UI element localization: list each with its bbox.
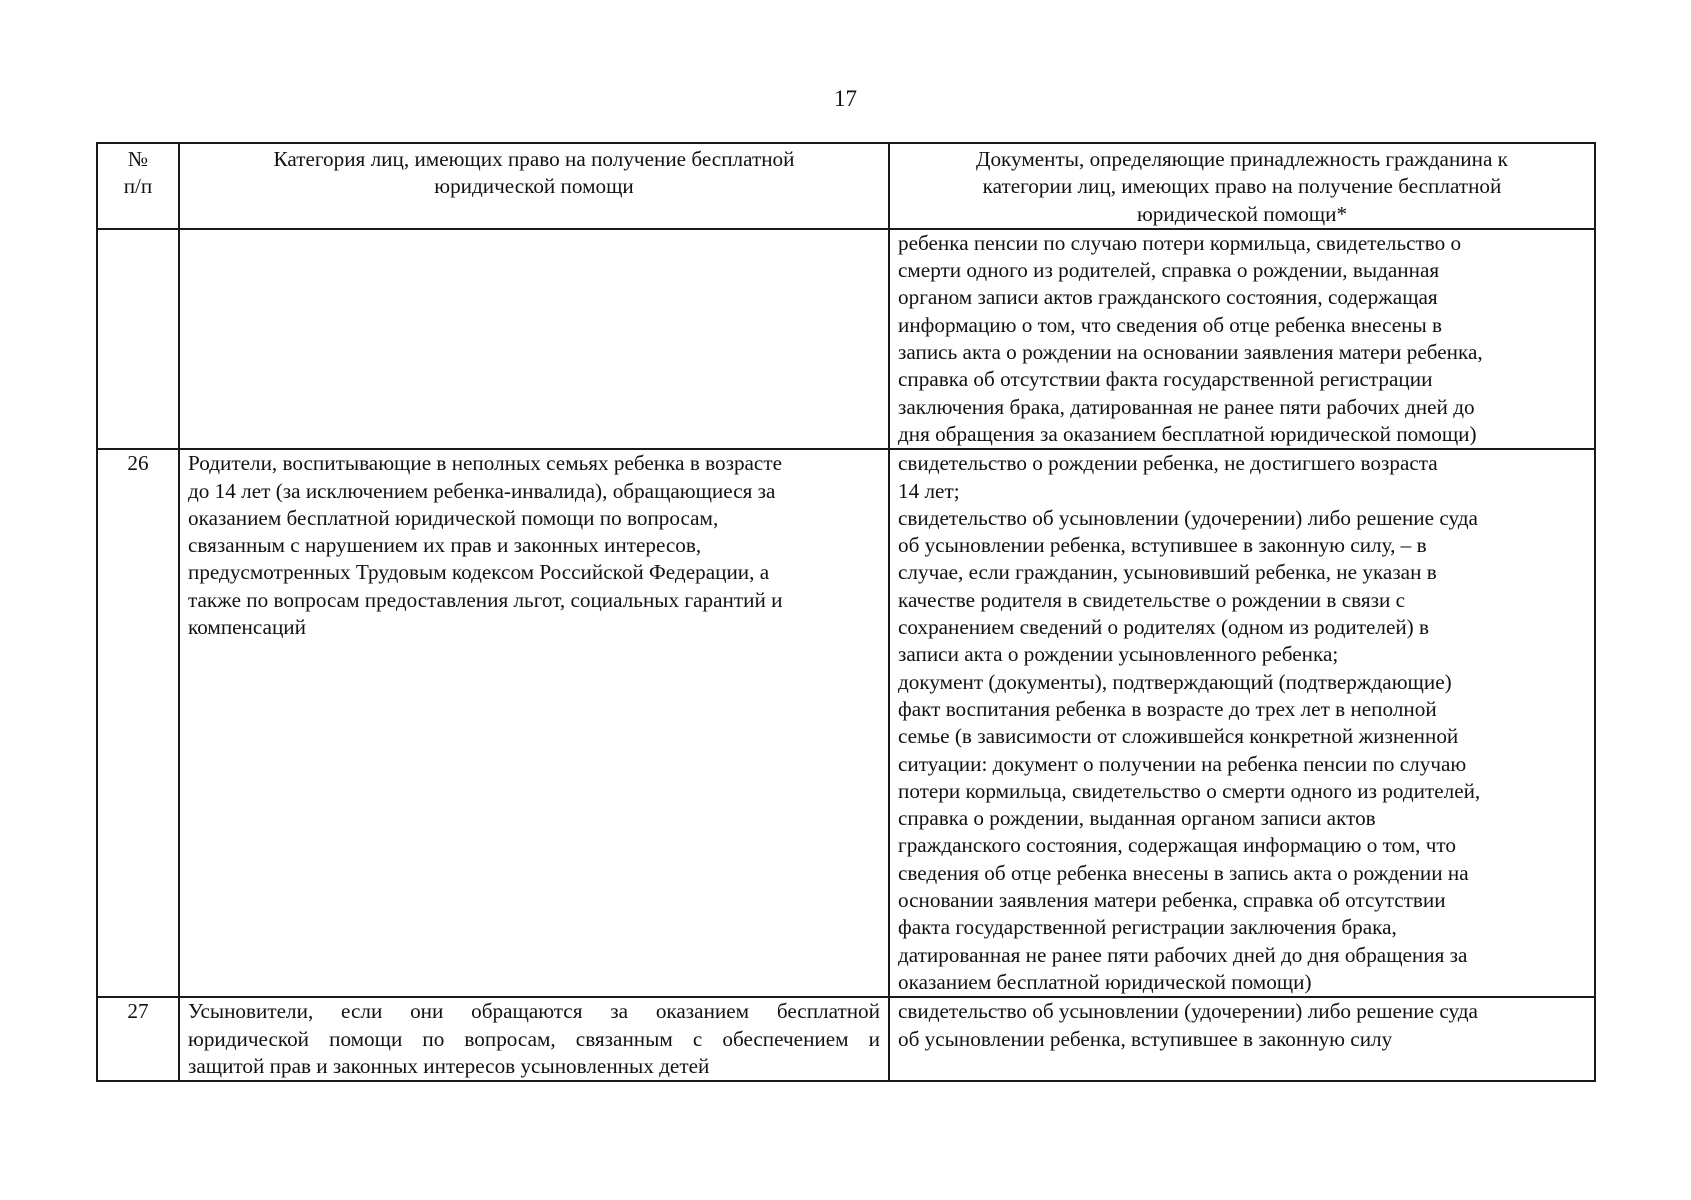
category-line: защитой прав и законных интересов усыновленных детей [188,1053,710,1078]
header-category [179,143,889,229]
documents-line: справка о рождении, выданная органом записи актов [898,806,1376,831]
header-documents-line: Документы, определяющие принадлежность гражданина к [976,147,1508,171]
row-number-cell: 27 [97,997,179,1081]
header-number-line: п/п [123,174,153,199]
category-line: также по вопросам предоставления льгот, социальных гарантий и [188,587,783,612]
category-line: предусмотренных Трудовым кодексом Российской Федерации, а [188,560,770,585]
header-category-line: юридической помощи [434,174,634,199]
documents-line: органом записи актов гражданского состояния, содержащая [898,285,1438,310]
documents-line: заключения брака, датированная не ранее пяти рабочих дней до [898,394,1475,419]
documents-line: оказанием бесплатной юридической помощи) [898,969,1312,994]
category-line: Усыновители, если они обращаются за оказанием бесплатной [188,999,880,1024]
header-documents-line: юридической помощи* [1136,201,1348,226]
documents-line: гражданского состояния, содержащая информацию о том, что [898,833,1456,858]
documents-line: записи акта о рождении усыновленного ребенка; [898,642,1339,667]
header-documents [889,143,1595,229]
documents-line: об усыновлении ребенка, вступившее в законную силу, – в [898,533,1427,558]
row-category-cell [179,449,889,997]
row-documents-cell [889,449,1595,997]
documents-line: факт воспитания ребенка в возрасте до трех лет в неполной [898,696,1437,721]
documents-line: справка об отсутствии факта государственной регистрации [898,367,1433,392]
documents-line: свидетельство об усыновлении (удочерении) либо решение суда [898,999,1478,1024]
documents-line: смерти одного из родителей, справка о рождении, выданная [898,258,1440,283]
documents-line: сохранением сведений о родителях (одном из родителей) в [898,615,1430,640]
category-line: связанным с нарушением их прав и законных интересов, [188,533,702,558]
legal-aid-table [96,142,1596,1082]
row-category-cell [179,229,889,449]
category-line: до 14 лет (за исключением ребенка-инвалида), обращающиеся за [188,478,776,503]
documents-line: об усыновлении ребенка, вступившее в законную силу [898,1026,1393,1051]
header-number-line: № [127,147,149,171]
category-line: юридической помощи по вопросам, связанным с обеспечением и [188,1026,880,1051]
documents-line: потери кормильца, свидетельство о смерти одного из родителей, [898,778,1481,803]
documents-line: свидетельство о рождении ребенка, не достигшего возраста [898,451,1438,476]
header-number [97,143,179,229]
row-number-cell [97,229,179,449]
documents-line: свидетельство об усыновлении (удочерении) либо решение суда [898,505,1478,530]
header-category-line: Категория лиц, имеющих право на получение бесплатной [273,147,795,171]
documents-line: основании заявления матери ребенка, справка об отсутствии [898,888,1446,913]
documents-line: семье (в зависимости от сложившейся конкретной жизненной [898,724,1459,749]
row-documents-cell [889,997,1595,1081]
documents-line: документ (документы), подтверждающий (подтверждающие) [898,669,1452,694]
category-line: оказанием бесплатной юридической помощи по вопросам, [188,505,719,530]
table-row [97,997,1595,1081]
documents-line: информацию о том, что сведения об отце ребенка внесены в [898,312,1443,337]
documents-line: сведения об отце ребенка внесены в запись акта о рождении на [898,860,1469,885]
category-line: Родители, воспитывающие в неполных семьях ребенка в возрасте [188,451,783,476]
table-header-row [97,143,1595,229]
header-documents-line: категории лиц, имеющих право на получение бесплатной [982,174,1502,199]
documents-line: качестве родителя в свидетельстве о рождении в связи с [898,587,1405,612]
documents-line: ребенка пенсии по случаю потери кормильца, свидетельство о [898,230,1462,255]
table-row [97,449,1595,997]
row-category-cell [179,997,889,1081]
category-line: компенсаций [188,615,306,640]
page-number: 17 [834,86,857,111]
documents-line: запись акта о рождении на основании заявления матери ребенка, [898,340,1483,365]
row-number-cell: 26 [97,449,179,997]
row-documents-cell [889,229,1595,449]
documents-line: датированная не ранее пяти рабочих дней до дня обращения за [898,942,1468,967]
documents-line: 14 лет; [898,478,960,503]
documents-line: дня обращения за оказанием бесплатной юридической помощи) [898,421,1477,446]
documents-line: факта государственной регистрации заключения брака, [898,915,1397,940]
documents-line: случае, если гражданин, усыновивший ребенка, не указан в [898,560,1437,585]
documents-line: ситуации: документ о получении на ребенка пенсии по случаю [898,751,1467,776]
table-row [97,229,1595,449]
